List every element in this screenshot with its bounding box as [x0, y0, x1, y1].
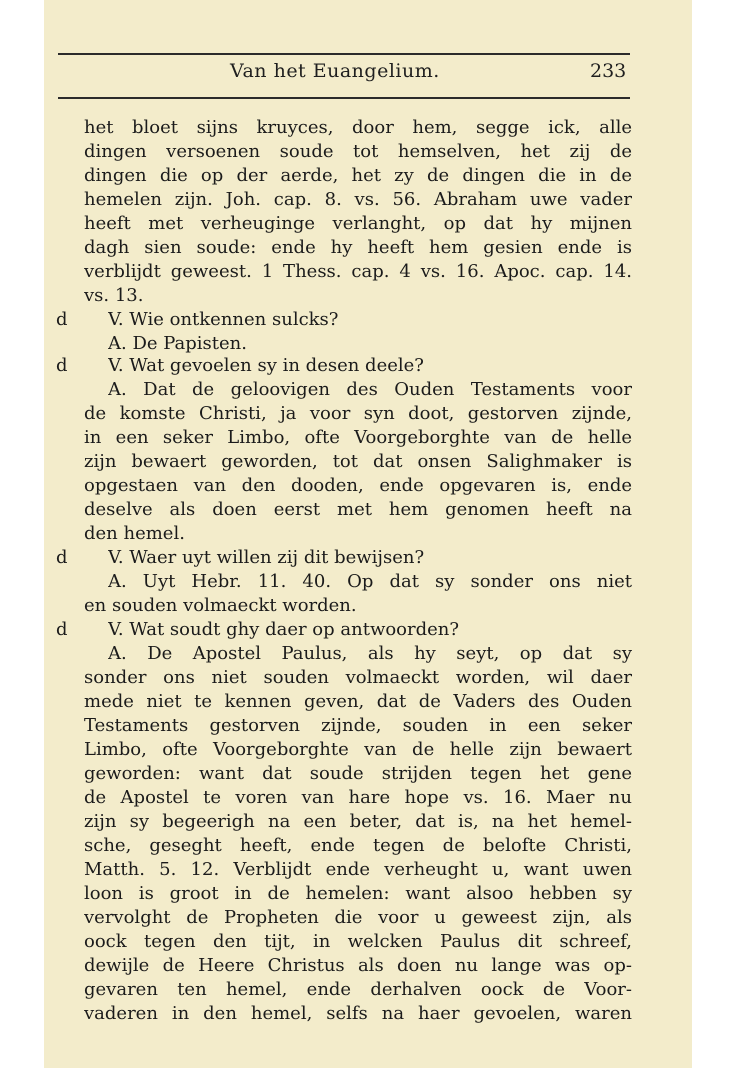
text-line: de komste Christi, ja voor syn doot, gestorven zijnde, — [84, 403, 632, 424]
answer-line: A. De Papisten. — [108, 333, 247, 354]
text-line: verblijdt geweest. 1 Thess. cap. 4 vs. 16. Apoc. cap. 14. — [84, 261, 632, 282]
page-number: 233 — [590, 60, 627, 82]
text-line: dingen die op der aerde, het zy de dingen die in de — [84, 165, 632, 186]
text-line: gevaren ten hemel, ende derhalven oock de Voor- — [84, 979, 632, 1000]
text-line: Limbo, ofte Voorgeborghte van de helle zijn bewaert — [84, 739, 632, 760]
text-line: vervolght de Propheten die voor u geweest zijn, als — [84, 907, 632, 928]
question-line: V. Waer uyt willen zij dit bewijsen? — [108, 547, 425, 568]
margin-marker: d — [56, 355, 68, 376]
header-rule-bottom — [58, 97, 630, 99]
text-line: mede niet te kennen geven, dat de Vaders des Ouden — [84, 691, 632, 712]
answer-line: A. Uyt Hebr. 11. 40. Op dat sy sonder ons niet — [108, 571, 632, 592]
question-line: V. Wat gevoelen sy in desen deele? — [108, 355, 424, 376]
text-line: zijn sy begeerigh na een beter, dat is, na het hemel- — [84, 811, 632, 832]
text-line: dingen versoenen soude tot hemselven, het zij de — [84, 141, 632, 162]
text-line: sche, geseght heeft, ende tegen de belofte Christi, — [84, 835, 632, 856]
answer-line: A. Dat de geloovigen des Ouden Testaments voor — [108, 379, 632, 400]
text-line: loon is groot in de hemelen: want alsoo hebben sy — [84, 883, 632, 904]
text-line: vaderen in den hemel, selfs na haer gevoelen, waren — [84, 1003, 632, 1024]
answer-line: A. De Apostel Paulus, als hy seyt, op dat sy — [108, 643, 632, 664]
text-line: heeft met verheuginge verlanght, op dat hy mijnen — [84, 213, 632, 234]
text-line: dagh sien soude: ende hy heeft hem gesien ende is — [84, 237, 632, 258]
text-line: het bloet sijns kruyces, door hem, segge ick, alle — [84, 117, 632, 138]
text-line: in een seker Limbo, ofte Voorgeborghte van de helle — [84, 427, 632, 448]
text-line: den hemel. — [84, 523, 185, 544]
text-line: vs. 13. — [84, 285, 144, 306]
text-line: de Apostel te voren van hare hope vs. 16. Maer nu — [84, 787, 632, 808]
text-line: deselve als doen eerst met hem genomen heeft na — [84, 499, 632, 520]
question-line: V. Wat soudt ghy daer op antwoorden? — [108, 619, 460, 640]
question-line: V. Wie ontkennen sulcks? — [108, 309, 339, 330]
text-line: oock tegen den tijt, in welcken Paulus dit schreef, — [84, 931, 632, 952]
text-line: opgestaen van den dooden, ende opgevaren is, ende — [84, 475, 632, 496]
text-line: Testaments gestorven zijnde, souden in een seker — [84, 715, 632, 736]
text-line: Matth. 5. 12. Verblijdt ende verheught u, want uwen — [84, 859, 632, 880]
text-line: hemelen zijn. Joh. cap. 8. vs. 56. Abraham uwe vader — [84, 189, 632, 210]
text-line: zijn bewaert geworden, tot dat onsen Salighmaker is — [84, 451, 632, 472]
header-rule-top — [58, 53, 630, 55]
text-line: en souden volmaeckt worden. — [84, 595, 357, 616]
running-header-title: Van het Euangelium. — [230, 60, 440, 82]
text-line: geworden: want dat soude strijden tegen het gene — [84, 763, 632, 784]
text-line: sonder ons niet souden volmaeckt worden, wil daer — [84, 667, 632, 688]
margin-marker: d — [56, 619, 68, 640]
text-line: dewijle de Heere Christus als doen nu lange was op- — [84, 955, 632, 976]
margin-marker: d — [56, 547, 68, 568]
margin-marker: d — [56, 309, 68, 330]
